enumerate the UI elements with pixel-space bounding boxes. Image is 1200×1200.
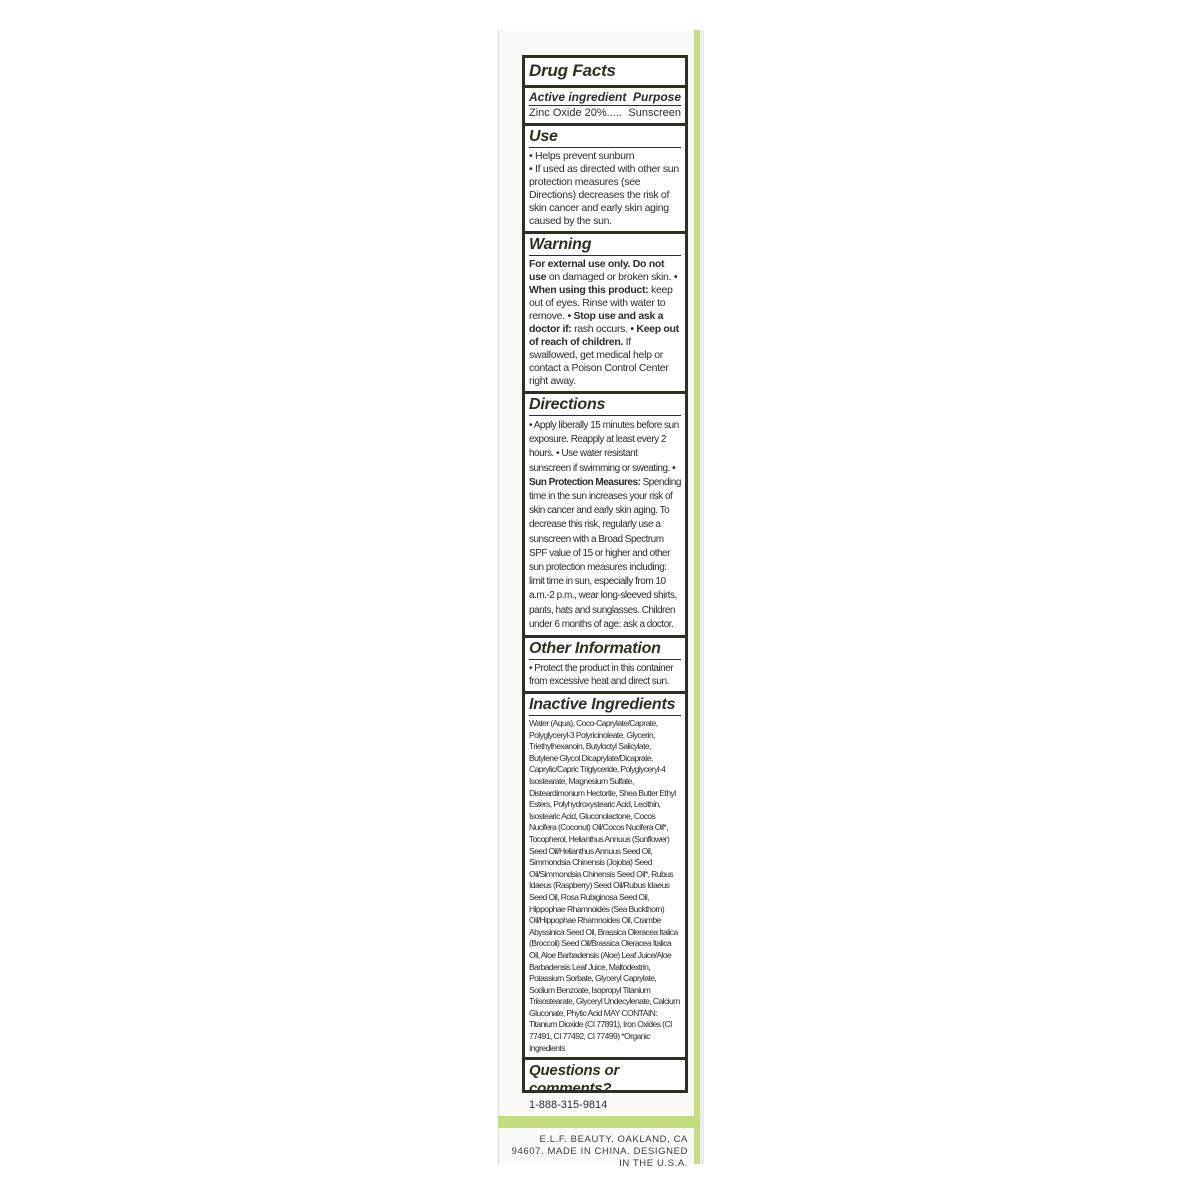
- other-information-text: • Protect the product in this container from excessive heat and direct sun.: [529, 663, 674, 688]
- warning-plain: rash occurs.: [571, 323, 628, 335]
- questions-section: [525, 1060, 685, 1115]
- warning-plain: keep out of eyes. Rinse with water to remove.: [529, 284, 673, 322]
- warning-bold: For external use only. Do not use: [529, 258, 665, 283]
- inactive-ingredients-title: Inactive Ingredients: [529, 696, 681, 716]
- drug-facts-title: Drug Facts: [529, 61, 616, 80]
- warning-section: [525, 234, 685, 394]
- drug-facts-panel: [522, 55, 688, 1112]
- package-edge: [700, 30, 704, 1164]
- warning-title: Warning: [529, 236, 681, 256]
- directions-title: Directions: [529, 396, 681, 416]
- footer-line: E.L.F. BEAUTY. OAKLAND, CA: [539, 1134, 688, 1145]
- purpose-header: Purpose: [632, 90, 681, 104]
- questions-phone: 1-888-315-9814: [529, 1099, 608, 1112]
- green-band: [498, 1116, 700, 1128]
- ingredient-purpose: Sunscreen: [628, 107, 681, 119]
- use-title: Use: [529, 128, 681, 148]
- warning-bold: • Stop use and ask a doctor if:: [529, 310, 664, 335]
- manufacturer-footer: [508, 1134, 688, 1170]
- use-item: • Helps prevent sunburn: [529, 150, 635, 162]
- ingredient-name: Zinc Oxide 20%.....: [529, 107, 622, 119]
- other-information-section: [525, 638, 685, 694]
- green-stripe: [694, 30, 700, 1164]
- active-ingredient-section: [525, 88, 685, 126]
- warning-plain: on damaged or broken skin.: [546, 271, 672, 283]
- active-ingredient-header-row: [529, 90, 681, 106]
- inactive-ingredients-text: Water (Aqua), Coco-Caprylate/Caprate, Polyglyceryl-3 Polyricinoleate, Glycerin, Triethylhexanoin, Butyloctyl Salicylate, Butylene Glycol Dicaprylate/Dicaprate, Caprylic/Capric Triglyceride, Polyglyceryl-4 Isostearate, Magnesium Sulfate, Disteardimonium Hectorite, Shea Butter Ethyl Esters, Polyhydroxystearic Acid, Lecithin, Isostearic Acid, Gluconolactone, Cocos Nucifera (Coconut) Oil/Cocos Nucifera Oil*, Tocopherol, Helianthus Annuus (Sunflower) Seed Oil/Helianthus Annuus Seed Oil, Simmondsia Chinensis (Jojoba) Seed Oil/Simmondsia Chinensis Seed Oil*, Rubus Idaeus (Raspberry) Seed Oil/Rubus Idaeus Seed Oil, Rosa Rubiginosa Seed Oil, Hippophae Rhamnoides (Sea Buckthorn) Oil/Hippophae Rhamnoides Oil, Crambe Abyssinica Seed Oil, Brassica Oleracea Italica (Broccoli) Seed Oil/Brassica Oleracea Italica Oil, Aloe Barbadensis (Aloe) Leaf Juice/Aloe Barbadensis Leaf Juice, Maltodextrin, Potassium Sorbate, Glyceryl Caprylate, Sodium Benzoate, Isopropyl Titanium Triisostearate, Glyceryl Undecylenate, Calcium Gluconate, Phytic Acid MAY CONTAIN: Titanium Dioxide (CI 77891), Iron Oxides (CI 77491, CI 77492, CI 77499) *Organic Ingredients: [529, 718, 680, 1053]
- warning-bold: • Keep out of reach of children.: [529, 323, 679, 348]
- directions-plain: • Use water resistant sunscreen if swimming or sweating.: [529, 448, 670, 474]
- use-item: • If used as directed with other sun protection measures (see Directions) decreases the risk of skin cancer and early skin aging caused by the sun.: [529, 163, 679, 227]
- directions-section: [525, 394, 685, 638]
- active-ingredient-header: Active ingredient: [529, 90, 627, 104]
- questions-title: Questions or comments?: [529, 1062, 620, 1098]
- drug-facts-header: [525, 58, 685, 88]
- use-section: [525, 126, 685, 234]
- directions-plain: • Apply liberally 15 minutes before sun exposure. Reapply at least every 2 hours.: [529, 420, 679, 460]
- warning-bold: • When using this product:: [529, 271, 678, 296]
- ingredient-row: [529, 106, 681, 120]
- footer-line: 94607. MADE IN CHINA. DESIGNED IN THE U.S.A.: [511, 1146, 688, 1169]
- inactive-ingredients-section: [525, 694, 685, 1060]
- directions-plain: Spending time in the sun increases your risk of skin cancer and early skin aging. To decrease this risk, regularly use a sunscreen with a Broad Spectrum SPF value of 15 or higher and other sun protection measures including: limit time in sun, especially from 10 a.m.-2 p.m., wear long-sleeved shirts, pants, hats and sunglasses. Children under 6 months of age: ask a doctor.: [529, 476, 681, 630]
- warning-text: [529, 258, 681, 388]
- directions-text: [529, 419, 681, 632]
- warning-plain: If swallowed, get medical help or contact a Poison Control Center right away.: [529, 336, 669, 387]
- other-information-title: Other Information: [529, 640, 681, 660]
- directions-bold: • Sun Protection Measures:: [529, 462, 676, 488]
